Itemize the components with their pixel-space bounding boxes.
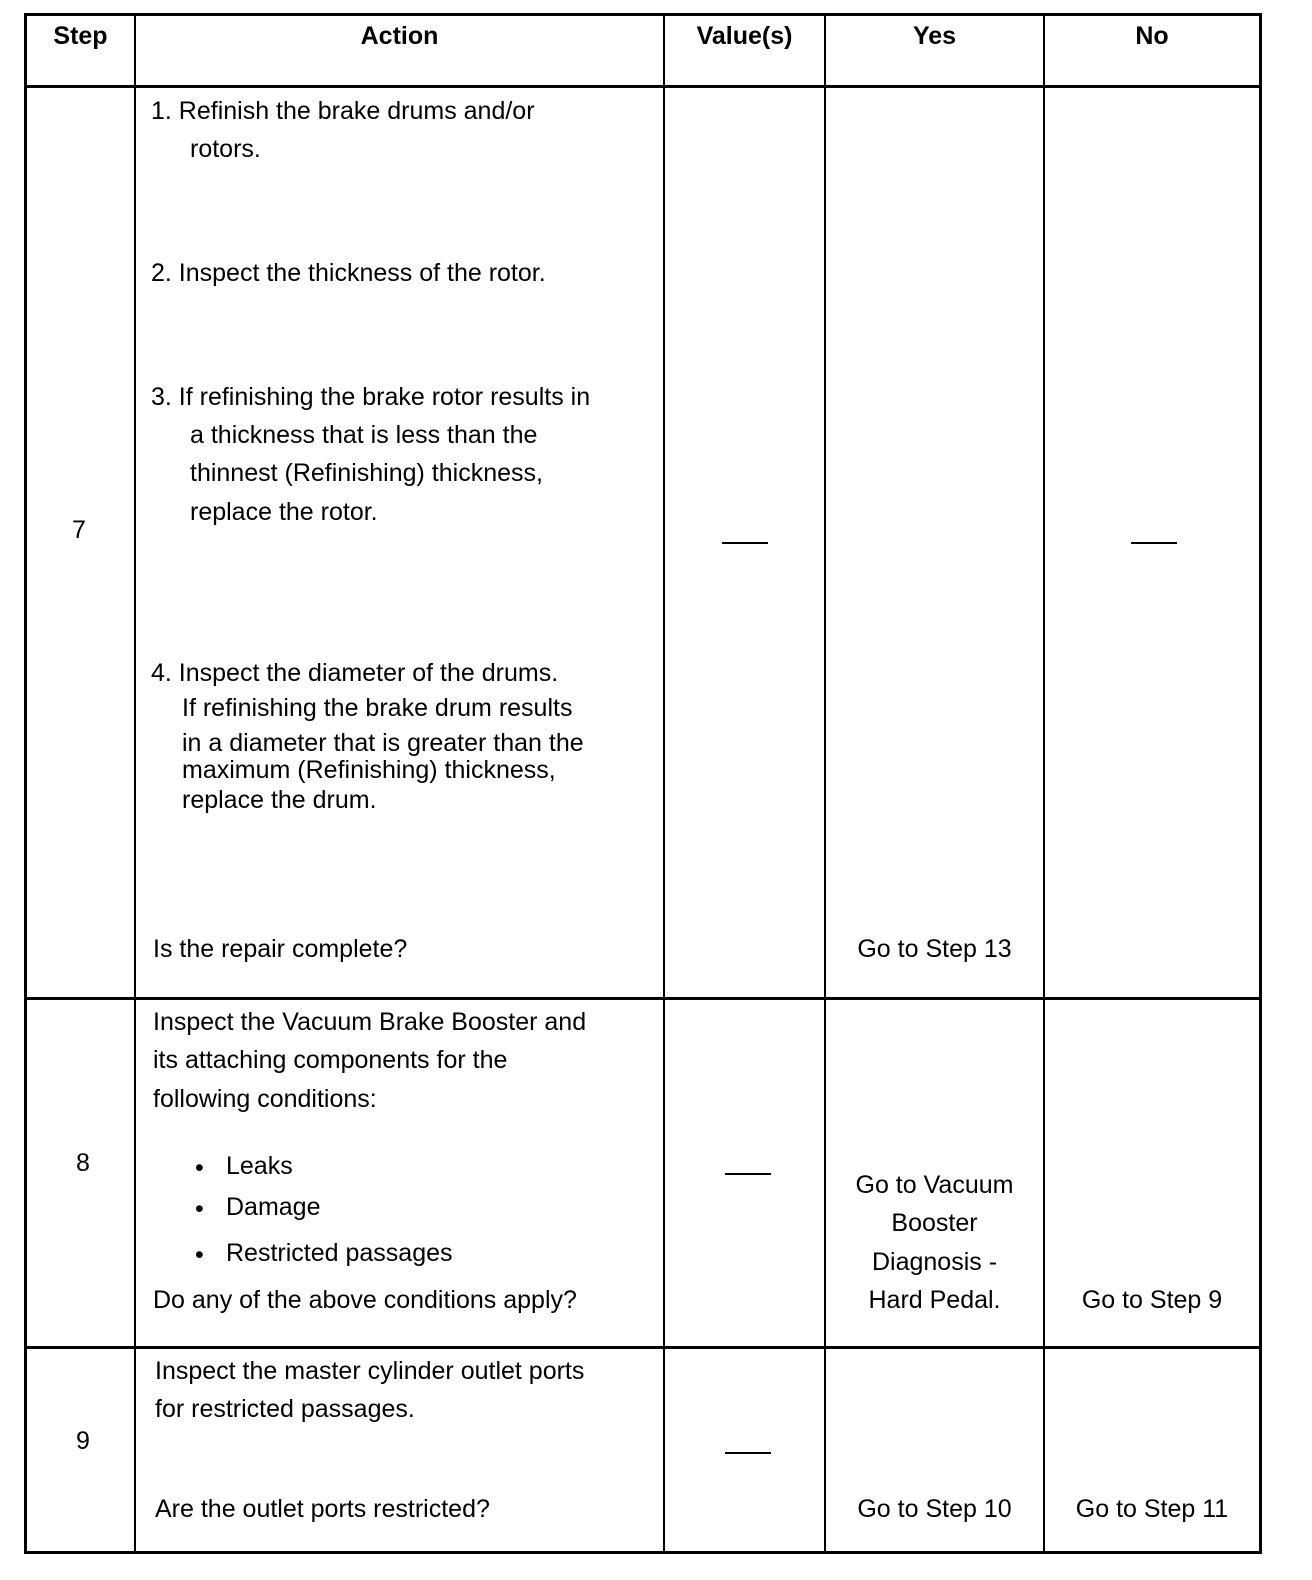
- action-question: Do any of the above conditions apply?: [153, 1286, 577, 1314]
- yes-outcome: Hard Pedal.: [868, 1286, 1001, 1314]
- yes-outcome: Go to Vacuum: [855, 1171, 1014, 1199]
- header-yes: Yes: [912, 22, 957, 50]
- condition-item: Leaks: [226, 1152, 293, 1180]
- column-divider: [663, 16, 665, 1551]
- condition-item: Restricted passages: [226, 1239, 453, 1267]
- values-dash: [725, 1173, 771, 1175]
- values-dash: [722, 542, 768, 544]
- action-line: replace the rotor.: [190, 498, 378, 526]
- no-outcome: Go to Step 11: [1075, 1495, 1229, 1523]
- yes-outcome: Go to Step 13: [857, 935, 1012, 963]
- action-line: a thickness that is less than the: [190, 421, 538, 449]
- yes-outcome: Booster: [891, 1209, 978, 1237]
- header-values: Value(s): [696, 22, 793, 50]
- column-divider: [824, 16, 826, 1551]
- yes-outcome: Diagnosis -: [871, 1248, 998, 1276]
- step-number: 8: [76, 1149, 90, 1177]
- action-line: maximum (Refinishing) thickness,: [182, 756, 556, 784]
- action-line: rotors.: [190, 135, 261, 163]
- no-dash: [1131, 542, 1177, 544]
- action-line: in a diameter that is greater than the: [182, 729, 584, 757]
- column-divider: [134, 16, 136, 1551]
- header-no: No: [1135, 22, 1169, 50]
- diagnostic-table: [24, 13, 1262, 1554]
- column-divider: [1043, 16, 1045, 1551]
- action-line: 2. Inspect the thickness of the rotor.: [151, 259, 546, 287]
- values-dash: [725, 1452, 771, 1454]
- action-line: If refinishing the brake drum results: [182, 694, 573, 722]
- action-question: Are the outlet ports restricted?: [155, 1495, 490, 1523]
- action-line: for restricted passages.: [155, 1395, 415, 1423]
- action-line: following conditions:: [153, 1085, 377, 1113]
- action-question: Is the repair complete?: [153, 935, 408, 963]
- action-line: 4. Inspect the diameter of the drums.: [151, 659, 559, 687]
- action-line: thinnest (Refinishing) thickness,: [190, 459, 543, 487]
- action-line: Inspect the Vacuum Brake Booster and: [153, 1008, 587, 1036]
- condition-item: Damage: [226, 1193, 321, 1221]
- action-line: 1. Refinish the brake drums and/or: [151, 97, 535, 125]
- row-divider: [27, 997, 1259, 1000]
- action-line: Inspect the master cylinder outlet ports: [155, 1357, 585, 1385]
- yes-outcome: Go to Step 10: [857, 1495, 1012, 1523]
- header-step: Step: [53, 22, 108, 50]
- header-action: Action: [360, 22, 439, 50]
- action-line: its attaching components for the: [153, 1046, 508, 1074]
- action-line: 3. If refinishing the brake rotor results in: [151, 383, 591, 411]
- no-outcome: Go to Step 9: [1081, 1286, 1223, 1314]
- step-number: 9: [76, 1427, 90, 1455]
- bullet-icon: •: [195, 1154, 204, 1182]
- bullet-icon: •: [195, 1195, 204, 1223]
- step-number: 7: [72, 516, 86, 544]
- bullet-icon: •: [195, 1241, 204, 1269]
- row-divider: [27, 1346, 1259, 1349]
- action-line: replace the drum.: [182, 786, 377, 814]
